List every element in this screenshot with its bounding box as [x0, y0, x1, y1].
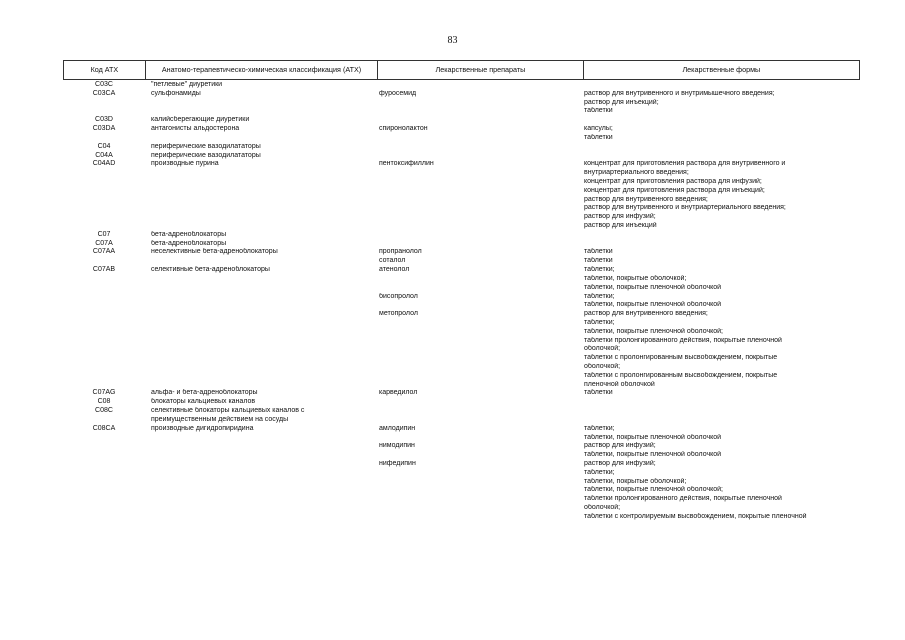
classification-cell: [145, 99, 378, 108]
table-row: [63, 407, 860, 416]
dosage-form-cell: раствор для инфузий;: [584, 459, 656, 467]
dosage-form-cell: таблетки, покрытые пленочной оболочкой;: [584, 327, 723, 335]
table-row: [63, 143, 860, 152]
classification-cell: [145, 372, 378, 381]
classification-cell: [145, 451, 378, 460]
dosage-form-cell: таблетки;: [584, 292, 615, 300]
atx-code-cell: C04A: [95, 151, 113, 159]
drug-cell: нифедипин: [379, 459, 416, 467]
classification-cell: "петлевые" диуретики: [151, 81, 223, 88]
table-body: [63, 81, 860, 522]
dosage-form-cell: таблетки с пролонгированным высвобождением, покрытые: [584, 371, 778, 379]
classification-cell: [145, 107, 378, 116]
classification-cell: [145, 310, 378, 319]
dosage-form-cell: таблетки: [584, 107, 613, 115]
drug-cell: [378, 107, 584, 116]
atx-code-cell: C07AA: [92, 248, 116, 256]
table-row: [63, 319, 860, 328]
drug-cell: бисопролол: [379, 292, 418, 300]
dosage-form-cell: раствор для инъекций;: [584, 98, 659, 106]
dosage-form-cell: [584, 407, 860, 416]
table-row: [63, 389, 860, 398]
table-row: [63, 486, 860, 495]
drug-cell: [378, 504, 584, 513]
atx-code-cell: [63, 301, 145, 310]
table-row: [63, 248, 860, 257]
atx-code-cell: C07AG: [92, 389, 116, 397]
drug-cell: [378, 407, 584, 416]
classification-cell: [145, 213, 378, 222]
drug-cell: пентоксифиллин: [379, 160, 434, 168]
table-row: [63, 310, 860, 319]
dosage-form-cell: раствор для инфузий;: [584, 442, 656, 450]
atx-code-cell: [63, 504, 145, 513]
classification-cell: селективные блокаторы кальциевых каналов с: [151, 407, 305, 415]
drug-cell: [378, 222, 584, 231]
table-row: [63, 398, 860, 407]
table-row: [63, 90, 860, 99]
table-row: [63, 240, 860, 249]
dosage-form-cell: таблетки;: [584, 424, 615, 432]
table-row: [63, 469, 860, 478]
classification-cell: [145, 293, 378, 302]
dosage-form-cell: оболочкой;: [584, 345, 621, 353]
classification-cell: [145, 275, 378, 284]
atx-code-cell: [63, 293, 145, 302]
classification-cell: [145, 345, 378, 354]
drug-cell: [378, 486, 584, 495]
dosage-form-cell: таблетки, покрытые пленочной оболочкой: [584, 451, 722, 459]
atx-code-cell: [63, 99, 145, 108]
classification-cell: [145, 337, 378, 346]
classification-cell: [145, 434, 378, 443]
dosage-form-cell: таблетки;: [584, 468, 615, 476]
table-row: [63, 434, 860, 443]
classification-cell: периферические вазодилататоры: [151, 151, 261, 159]
classification-cell: [145, 442, 378, 451]
table-row: [63, 107, 860, 116]
drug-cell: [378, 478, 584, 487]
classification-cell: селективные бета-адреноблокаторы: [151, 266, 270, 274]
drug-cell: [378, 337, 584, 346]
classification-cell: [145, 486, 378, 495]
dosage-form-cell: таблетки пролонгированного действия, покрытые пленочной: [584, 495, 782, 503]
classification-cell: [145, 319, 378, 328]
table-row: [63, 513, 860, 522]
table-row: [63, 416, 860, 425]
table-row: [63, 504, 860, 513]
header-code: Код АТХ: [64, 61, 146, 79]
drug-cell: [378, 143, 584, 152]
drug-cell: атенолол: [379, 266, 410, 274]
dosage-form-cell: раствор для внутривенного введения;: [584, 195, 708, 203]
header-classification: Анатомо-терапевтическо-химическая классификация (АТХ): [146, 61, 378, 79]
table-row: [63, 222, 860, 231]
atx-code-cell: [63, 513, 145, 522]
atx-code-cell: C04AD: [92, 160, 116, 168]
drug-cell: [378, 213, 584, 222]
drug-cell: [378, 134, 584, 143]
table-row: [63, 337, 860, 346]
classification-cell: сульфонамиды: [151, 89, 201, 97]
drug-cell: [378, 231, 584, 240]
drug-cell: [378, 451, 584, 460]
atx-code-cell: [63, 451, 145, 460]
atx-code-cell: [63, 134, 145, 143]
atx-code-cell: C07A: [95, 239, 113, 247]
drug-cell: [378, 81, 584, 90]
dosage-form-cell: [584, 152, 860, 161]
drug-cell: фуросемид: [379, 89, 417, 97]
atx-code-cell: [63, 478, 145, 487]
table-row: [63, 178, 860, 187]
atx-code-cell: [63, 495, 145, 504]
classification-cell: производные пурина: [151, 160, 219, 168]
drug-cell: [378, 513, 584, 522]
table-row: [63, 99, 860, 108]
header-forms: Лекарственные формы: [682, 65, 761, 74]
classification-cell: [145, 460, 378, 469]
dosage-form-cell: таблетки, покрытые пленочной оболочкой: [584, 301, 722, 309]
dosage-form-cell: концентрат для приготовления раствора для инфузий;: [584, 177, 762, 185]
drug-cell: [378, 301, 584, 310]
table-row: [63, 257, 860, 266]
page-number: 83: [447, 35, 458, 46]
dosage-form-cell: таблетки;: [584, 266, 615, 274]
drug-cell: спиронолактон: [379, 125, 428, 133]
atx-code-cell: [63, 213, 145, 222]
atx-code-cell: [63, 328, 145, 337]
table-row: [63, 187, 860, 196]
classification-cell: [145, 204, 378, 213]
dosage-form-cell: таблетки: [584, 248, 613, 256]
atx-code-cell: [63, 310, 145, 319]
table-row: [63, 284, 860, 293]
dosage-form-cell: таблетки с контролируемым высвобождением, покрытые пленочной: [584, 512, 807, 520]
table-row: [63, 293, 860, 302]
atx-code-cell: [63, 345, 145, 354]
atx-code-cell: C03C: [95, 81, 113, 88]
classification-cell: блокаторы кальциевых каналов: [151, 398, 256, 406]
dosage-form-cell: таблетки с пролонгированным высвобождением, покрытые: [584, 354, 778, 362]
atx-code-cell: [63, 257, 145, 266]
drug-cell: амлодипин: [379, 424, 416, 432]
dosage-form-cell: раствор для внутривенного введения;: [584, 310, 708, 318]
table-row: [63, 169, 860, 178]
classification-cell: [145, 222, 378, 231]
drug-cell: [378, 99, 584, 108]
table-row: [63, 196, 860, 205]
classification-cell: [145, 381, 378, 390]
atx-code-cell: [63, 187, 145, 196]
table-row: [63, 381, 860, 390]
table-row: [63, 451, 860, 460]
dosage-form-cell: таблетки: [584, 133, 613, 141]
atx-code-cell: [63, 442, 145, 451]
dosage-form-cell: оболочкой;: [584, 363, 621, 370]
drug-cell: [378, 398, 584, 407]
drug-cell: [378, 416, 584, 425]
drug-cell: [378, 152, 584, 161]
atx-code-cell: [63, 372, 145, 381]
classification-cell: [145, 284, 378, 293]
dosage-form-cell: раствор для внутривенного и внутримышечного введения;: [584, 89, 775, 97]
table-row: [63, 425, 860, 434]
atx-code-cell: [63, 434, 145, 443]
atx-code-cell: [63, 107, 145, 116]
table-row: [63, 354, 860, 363]
table-row: [63, 81, 860, 90]
atx-code-cell: [63, 486, 145, 495]
table-row: [63, 372, 860, 381]
atx-code-cell: C03CA: [92, 89, 116, 97]
classification-cell: [145, 196, 378, 205]
dosage-form-cell: [584, 143, 860, 152]
table-row: [63, 275, 860, 284]
drug-cell: соталол: [379, 257, 406, 265]
dosage-form-cell: таблетки, покрытые пленочной оболочкой;: [584, 486, 723, 494]
dosage-form-cell: таблетки, покрытые пленочной оболочкой: [584, 433, 722, 441]
drug-cell: [378, 204, 584, 213]
drug-cell: [378, 469, 584, 478]
classification-cell: [145, 495, 378, 504]
drug-cell: [378, 284, 584, 293]
drug-cell: [378, 116, 584, 125]
drug-cell: [378, 354, 584, 363]
atx-code-cell: [63, 460, 145, 469]
atx-code-cell: [63, 354, 145, 363]
atx-code-cell: [63, 196, 145, 205]
classification-cell: преимущественным действием на сосуды: [151, 415, 289, 423]
classification-cell: альфа- и бета-адреноблокаторы: [151, 389, 258, 397]
dosage-form-cell: таблетки;: [584, 318, 615, 326]
classification-cell: [145, 478, 378, 487]
atx-code-cell: C07AB: [92, 266, 116, 274]
dosage-form-cell: [584, 398, 860, 407]
atx-code-cell: [63, 284, 145, 293]
classification-cell: [145, 187, 378, 196]
classification-cell: бета-адреноблокаторы: [151, 239, 227, 247]
table-row: [63, 363, 860, 372]
atx-code-cell: [63, 337, 145, 346]
classification-cell: [145, 178, 378, 187]
dosage-form-cell: [584, 116, 860, 125]
dosage-form-cell: таблетки: [584, 257, 613, 265]
atx-code-cell: [63, 363, 145, 372]
table-row: [63, 125, 860, 134]
classification-cell: [145, 328, 378, 337]
drug-cell: [378, 240, 584, 249]
table-row: [63, 442, 860, 451]
atx-code-cell: [63, 381, 145, 390]
drug-cell: [378, 434, 584, 443]
atx-code-cell: [63, 169, 145, 178]
drug-cell: [378, 196, 584, 205]
drug-cell: [378, 169, 584, 178]
dosage-form-cell: пленочной оболочкой: [584, 380, 655, 388]
atx-code-cell: C08C: [95, 407, 113, 415]
table-row: [63, 328, 860, 337]
table-row: [63, 152, 860, 161]
classification-cell: [145, 469, 378, 478]
atx-code-cell: C03DA: [92, 125, 116, 133]
dosage-form-cell: раствор для инфузий;: [584, 213, 656, 221]
dosage-form-cell: [584, 81, 860, 90]
table-row: [63, 134, 860, 143]
drug-cell: [378, 328, 584, 337]
classification-cell: периферические вазодилататоры: [151, 142, 261, 150]
table-row: [63, 231, 860, 240]
dosage-form-cell: таблетки: [584, 389, 613, 397]
classification-cell: [145, 513, 378, 522]
drug-cell: [378, 319, 584, 328]
classification-cell: [145, 169, 378, 178]
classification-cell: [145, 134, 378, 143]
classification-cell: [145, 363, 378, 372]
drug-cell: нимодипин: [379, 442, 415, 450]
drug-cell: метопролол: [379, 310, 418, 318]
dosage-form-cell: [584, 416, 860, 425]
header-drugs: Лекарственные препараты: [378, 61, 583, 79]
table-row: [63, 204, 860, 213]
table-row: [63, 266, 860, 275]
classification-cell: антагонисты альдостерона: [151, 125, 240, 133]
atx-code-cell: [63, 222, 145, 231]
drug-cell: [378, 345, 584, 354]
dosage-form-cell: внутриартериального введения;: [584, 169, 689, 177]
dosage-form-cell: таблетки, покрытые оболочкой;: [584, 274, 687, 282]
dosage-form-cell: концентрат для приготовления раствора для внутривенного и: [584, 160, 786, 168]
atx-code-cell: [63, 319, 145, 328]
atx-code-cell: C07: [97, 230, 111, 238]
dosage-form-cell: [584, 240, 860, 249]
atx-code-cell: [63, 469, 145, 478]
classification-cell: бета-адреноблокаторы: [151, 230, 227, 238]
table-header: [63, 60, 860, 80]
classification-cell: [145, 354, 378, 363]
atx-code-cell: C08: [97, 398, 111, 406]
dosage-form-cell: таблетки, покрытые оболочкой;: [584, 477, 687, 485]
atx-code-cell: [63, 204, 145, 213]
atx-code-cell: C04: [97, 142, 111, 150]
drug-cell: [378, 363, 584, 372]
classification-cell: [145, 301, 378, 310]
drug-cell: [378, 372, 584, 381]
atx-code-cell: [63, 178, 145, 187]
drug-cell: [378, 178, 584, 187]
dosage-form-cell: таблетки пролонгированного действия, покрытые пленочной: [584, 336, 782, 344]
dosage-form-cell: раствор для внутривенного и внутриартериального введения;: [584, 204, 786, 212]
dosage-form-cell: раствор для инъекций: [584, 222, 657, 229]
table-row: [63, 495, 860, 504]
classification-cell: [145, 257, 378, 266]
drug-cell: [378, 275, 584, 284]
dosage-form-cell: капсулы;: [584, 125, 613, 133]
classification-cell: неселективные бета-адреноблокаторы: [151, 248, 278, 256]
table-row: [63, 478, 860, 487]
drug-cell: [378, 495, 584, 504]
atx-code-cell: C08CA: [92, 424, 116, 432]
table-row: [63, 160, 860, 169]
dosage-form-cell: оболочкой;: [584, 504, 621, 511]
atx-code-cell: C03D: [95, 116, 113, 124]
atx-code-cell: [63, 416, 145, 425]
table-row: [63, 460, 860, 469]
table-row: [63, 116, 860, 125]
table-row: [63, 301, 860, 310]
classification-cell: производные дигидропиридина: [151, 424, 254, 432]
classification-cell: калийсберегающие диуретики: [151, 116, 250, 124]
drug-cell: карведилол: [379, 389, 418, 397]
dosage-form-cell: [584, 231, 860, 240]
dosage-form-cell: концентрат для приготовления раствора для инъекций;: [584, 186, 765, 194]
dosage-form-cell: таблетки, покрытые пленочной оболочкой: [584, 283, 722, 291]
atx-code-cell: [63, 275, 145, 284]
drug-cell: пропранолол: [379, 248, 422, 256]
table-row: [63, 213, 860, 222]
classification-cell: [145, 504, 378, 513]
drug-cell: [378, 187, 584, 196]
table-row: [63, 345, 860, 354]
drug-cell: [378, 381, 584, 390]
